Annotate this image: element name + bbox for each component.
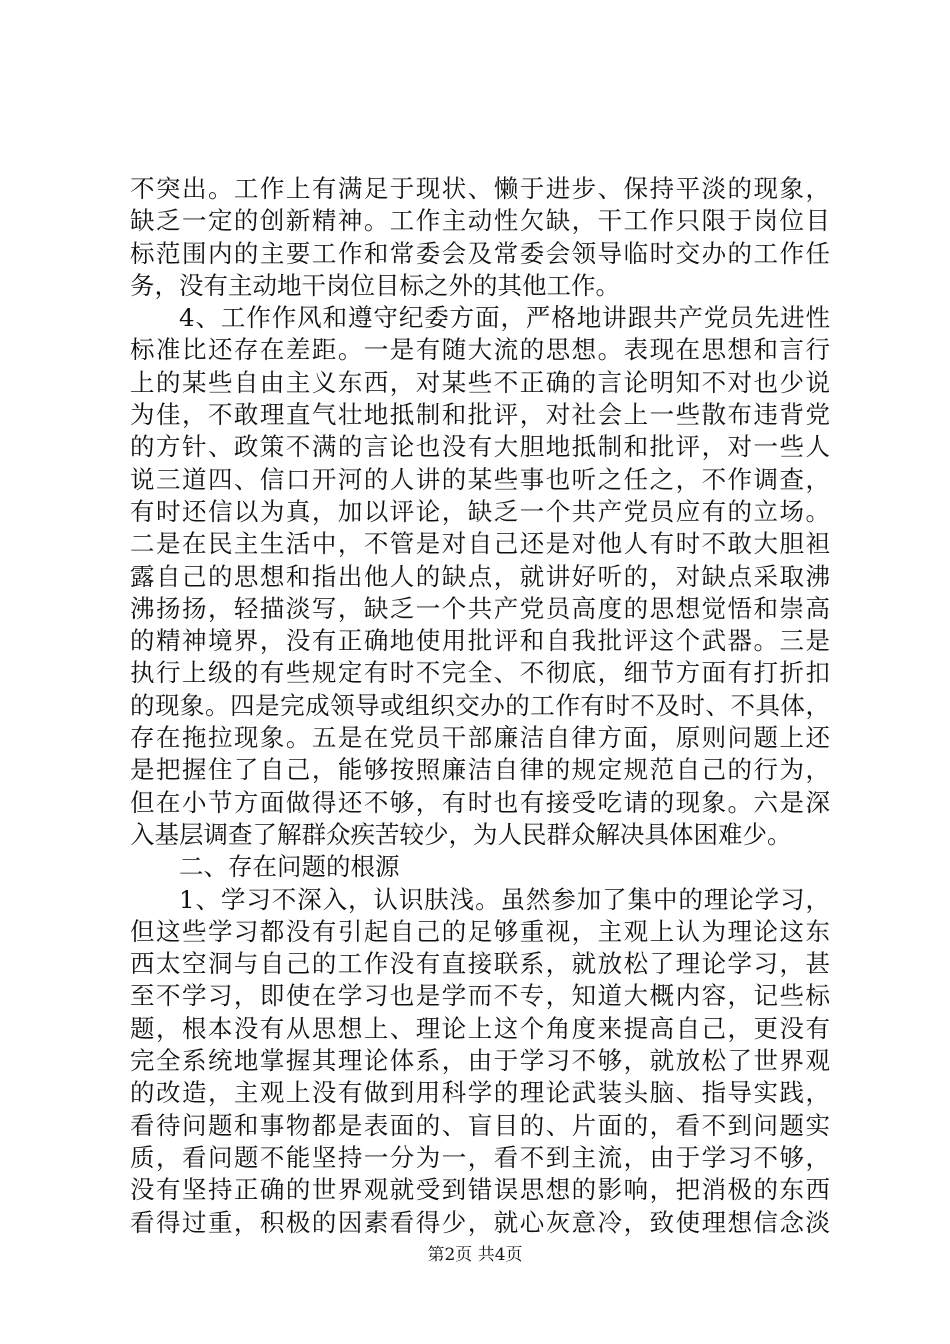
text-line: 二、存在问题的根源 <box>179 852 400 882</box>
text-line: 缺乏一定的创新精神。工作主动性欠缺，干工作只限于岗位目 <box>130 206 830 236</box>
text-line: 至不学习，即使在学习也是学而不专，知道大概内容，记些标 <box>130 981 830 1011</box>
text-line: 说三道四、信口开河的人讲的某些事也听之任之，不作调查， <box>130 464 830 494</box>
text-line: 二是在民主生活中，不管是对自己还是对他人有时不敢大胆袒 <box>130 529 830 559</box>
text-line: 但这些学习都没有引起自己的足够重视，主观上认为理论这东 <box>130 916 830 946</box>
text-line: 西太空洞与自己的工作没有直接联系，就放松了理论学习，甚 <box>130 949 830 979</box>
text-line: 入基层调查了解群众疾苦较少，为人民群众解决具体困难少。 <box>130 819 792 849</box>
text-line: 看待问题和事物都是表面的、盲目的、片面的，看不到问题实 <box>130 1110 830 1140</box>
text-line: 题，根本没有从思想上、理论上这个角度来提高自己，更没有 <box>130 1013 830 1043</box>
text-line: 看得过重，积极的因素看得少，就心灰意冷，致使理想信念淡 <box>130 1207 830 1237</box>
text-line: 的改造，主观上没有做到用科学的理论武装头脑、指导实践， <box>130 1078 830 1108</box>
text-line: 标准比还存在差距。一是有随大流的思想。表现在思想和言行 <box>130 335 830 365</box>
text-line: 存在拖拉现象。五是在党员干部廉洁自律方面，原则问题上还 <box>130 723 830 753</box>
text-line: 露自己的思想和指出他人的缺点，就讲好听的，对缺点采取沸 <box>130 561 830 591</box>
text-line: 但在小节方面做得还不够，有时也有接受吃请的现象。六是深 <box>130 787 830 817</box>
text-line: 4、工作作风和遵守纪委方面，严格地讲跟共产党员先进性 <box>179 303 830 333</box>
text-line: 沸扬扬，轻描淡写，缺乏一个共产党员高度的思想觉悟和崇高 <box>130 593 830 623</box>
text-line: 不突出。工作上有满足于现状、懒于进步、保持平淡的现象， <box>130 174 830 203</box>
text-line: 完全系统地掌握其理论体系，由于学习不够，就放松了世界观 <box>130 1046 830 1076</box>
page-footer: 第2页 共4页 <box>427 1245 523 1265</box>
text-line: 上的某些自由主义东西，对某些不正确的言论明知不对也少说 <box>130 367 830 397</box>
text-line: 标范围内的主要工作和常委会及常委会领导临时交办的工作任 <box>130 238 830 268</box>
text-line: 的精神境界，没有正确地使用批评和自我批评这个武器。三是 <box>130 626 830 656</box>
text-line: 的现象。四是完成领导或组织交办的工作有时不及时、不具体， <box>130 690 830 720</box>
text-line: 为佳，不敢理直气壮地抵制和批评，对社会上一些散布违背党 <box>130 400 830 430</box>
text-line: 质，看问题不能坚持一分为一，看不到主流，由于学习不够， <box>130 1142 830 1172</box>
text-line: 有时还信以为真，加以评论，缺乏一个共产党员应有的立场。 <box>130 496 830 526</box>
text-line: 1、学习不深入，认识肤浅。虽然参加了集中的理论学习， <box>179 884 830 914</box>
text-line: 没有坚持正确的世界观就受到错误思想的影响，把消极的东西 <box>130 1175 830 1205</box>
body-text <box>130 173 830 1239</box>
text-line: 是把握住了自己，能够按照廉洁自律的规定规范自己的行为， <box>130 755 830 785</box>
text-line: 务，没有主动地干岗位目标之外的其他工作。 <box>130 270 620 300</box>
text-line: 执行上级的有些规定有时不完全、不彻底，细节方面有打折扣 <box>130 658 830 688</box>
text-line: 的方针、政策不满的言论也没有大胆地抵制和批评，对一些人 <box>130 432 830 462</box>
